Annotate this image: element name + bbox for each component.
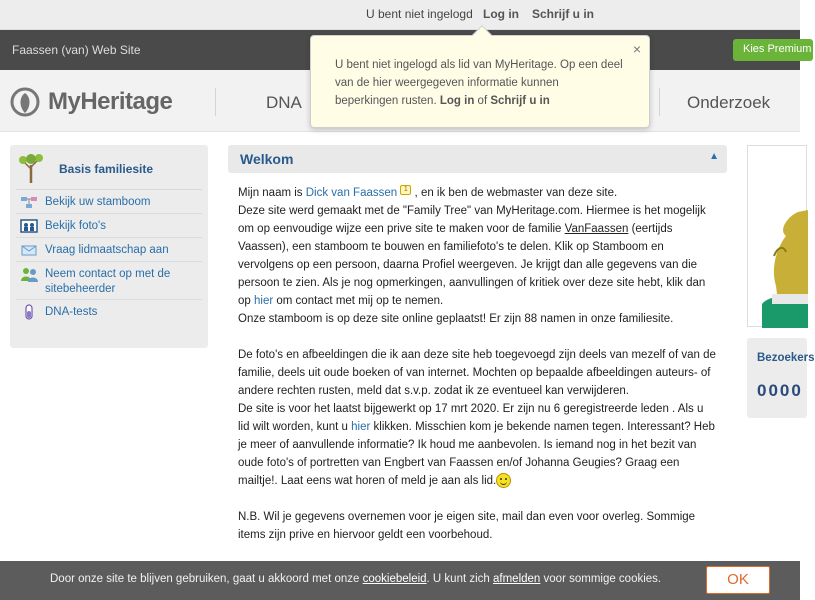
welcome-title: Welkom — [240, 151, 294, 167]
tree-icon — [18, 153, 44, 183]
join-here-link[interactable]: hier — [351, 421, 371, 433]
cookie-ok-button[interactable]: OK — [706, 566, 770, 594]
visitor-counter — [747, 338, 815, 418]
signup-link[interactable]: Schrijf u in — [532, 7, 595, 21]
nav-divider — [659, 88, 660, 116]
opt-out-link[interactable]: afmelden — [493, 573, 541, 585]
popup-signup-link[interactable]: Schrijf u in — [490, 95, 550, 107]
intro-paragraph: Mijn naam is Dick van Faassen 1 , en ik ben de webmaster van deze site. — [238, 186, 618, 199]
smiley-icon — [496, 473, 511, 488]
envelope-icon — [20, 242, 38, 258]
family-link[interactable]: VanFaassen — [564, 223, 629, 235]
family-crest-image — [748, 146, 808, 328]
myheritage-logo[interactable] — [10, 87, 172, 117]
family-crest-box — [747, 145, 807, 327]
close-icon[interactable]: × — [632, 41, 641, 57]
update-paragraph: De site is voor het laatst bijgewerkt op 17 mrt 2020. Er zijn nu 6 geregistreerde leden . Als u lid wilt worden, kunt u hier klikken. Misschien kom je bekende namen tegen. Interessant? Heb je meer of aanvullende informatie? Ik houd me aanbevolen. Is iemand nog in het bezit van oude foto's of portretten van Engbert van Faassen en/of Johanna Geugies? Graag een mailtje!. Laat eens wat horen of meld je aan als lid. — [238, 403, 715, 487]
note-paragraph: N.B. Wil je gegevens overnemen voor je eigen site, mail dan even voor overleg. Sommige items zijn prive en hiervoor geldt een voorbehoud. — [238, 511, 696, 541]
sidebar-item-membership[interactable]: Vraag lidmaatschap aan — [16, 238, 202, 262]
sidebar — [10, 145, 208, 348]
login-bar — [0, 0, 800, 30]
tree-online-paragraph: Onze stamboom is op deze site online geplaatst! Er zijn 88 namen in onze familiesite. — [238, 313, 674, 325]
login-notice-popup — [310, 35, 650, 128]
cookie-text: Door onze site te blijven gebruiken, gaat u akkoord met onze cookiebeleid. U kunt zich afmelden voor sommige cookies. — [50, 573, 662, 585]
myheritage-logo-icon — [10, 87, 46, 117]
contact-here-link[interactable]: hier — [254, 295, 274, 307]
chevron-up-icon[interactable]: ▲ — [709, 151, 719, 162]
login-link[interactable]: Log in — [483, 7, 519, 21]
site-name-link[interactable]: Faassen (van) Web Site — [12, 43, 141, 57]
premium-button[interactable]: Kies Premium — [733, 39, 813, 61]
test-tube-icon — [20, 304, 38, 320]
family-tree-icon — [20, 194, 38, 210]
photos-paragraph: De foto's en afbeeldingen die ik aan deze site heb toegevoegd zijn deels van mezelf of van de familie, deels uit oude boeken of van internet. Mochten op bepaalde afbeeldingen auteurs- of andere rechten rusten, meld dat s.v.p. zodat ik ze eventueel kan verwijderen. — [238, 349, 716, 397]
about-paragraph: Deze site werd gemaakt met de "Family Tree" van MyHeritage.com. Hiermee is het mogelijk om op eenvoudige wijze een prive site te maken voor de familie VanFaassen (eertijds Vaassen), een stamboom te bouwen en familiefoto's te delen. Klik op Stamboom en vervolgens op een persoon, daarna Profiel weergeven. Je krijgt dan alle gegevens van die persoon te zien. Als je nog opmerkingen, aanvullingen of kritiek over deze site hebt, klik dan op hier om contact met mij op te nemen. — [238, 205, 706, 307]
people-icon — [20, 266, 38, 282]
welcome-content — [238, 184, 718, 544]
sidebar-item-photos[interactable]: Bekijk foto's — [16, 214, 202, 238]
message-icon[interactable]: 1 — [400, 185, 411, 195]
sidebar-item-dna-tests[interactable]: DNA-tests — [16, 300, 202, 324]
logo-text: MyHeritage — [48, 88, 173, 115]
sidebar-item-contact-admin[interactable]: Neem contact op met de sitebeheerder — [16, 262, 202, 300]
popup-login-link[interactable]: Log in — [439, 95, 475, 107]
nav-research[interactable]: Onderzoek — [687, 93, 771, 112]
photos-icon — [20, 218, 38, 234]
not-logged-in-text: U bent niet ingelogd — [366, 7, 473, 21]
welcome-panel-header — [228, 145, 727, 173]
cookie-consent-bar — [0, 561, 800, 600]
visitor-count: 0000 — [757, 381, 803, 400]
sidebar-title: Basis familiesite — [59, 162, 154, 176]
popup-text: U bent niet ingelogd als lid van MyHeritage. Op een deel van de hier weergegeven informatie kunnen beperkingen rusten. Log in of Schrijf u in — [335, 59, 623, 107]
webmaster-link[interactable]: Dick van Faassen — [305, 187, 398, 199]
visitor-label: Bezoekers — [757, 352, 815, 364]
nav-divider — [215, 88, 216, 116]
nav-dna[interactable]: DNA — [266, 93, 302, 112]
sidebar-header — [16, 151, 202, 190]
cookie-policy-link[interactable]: cookiebeleid — [362, 573, 427, 585]
sidebar-item-family-tree[interactable]: Bekijk uw stamboom — [16, 190, 202, 214]
